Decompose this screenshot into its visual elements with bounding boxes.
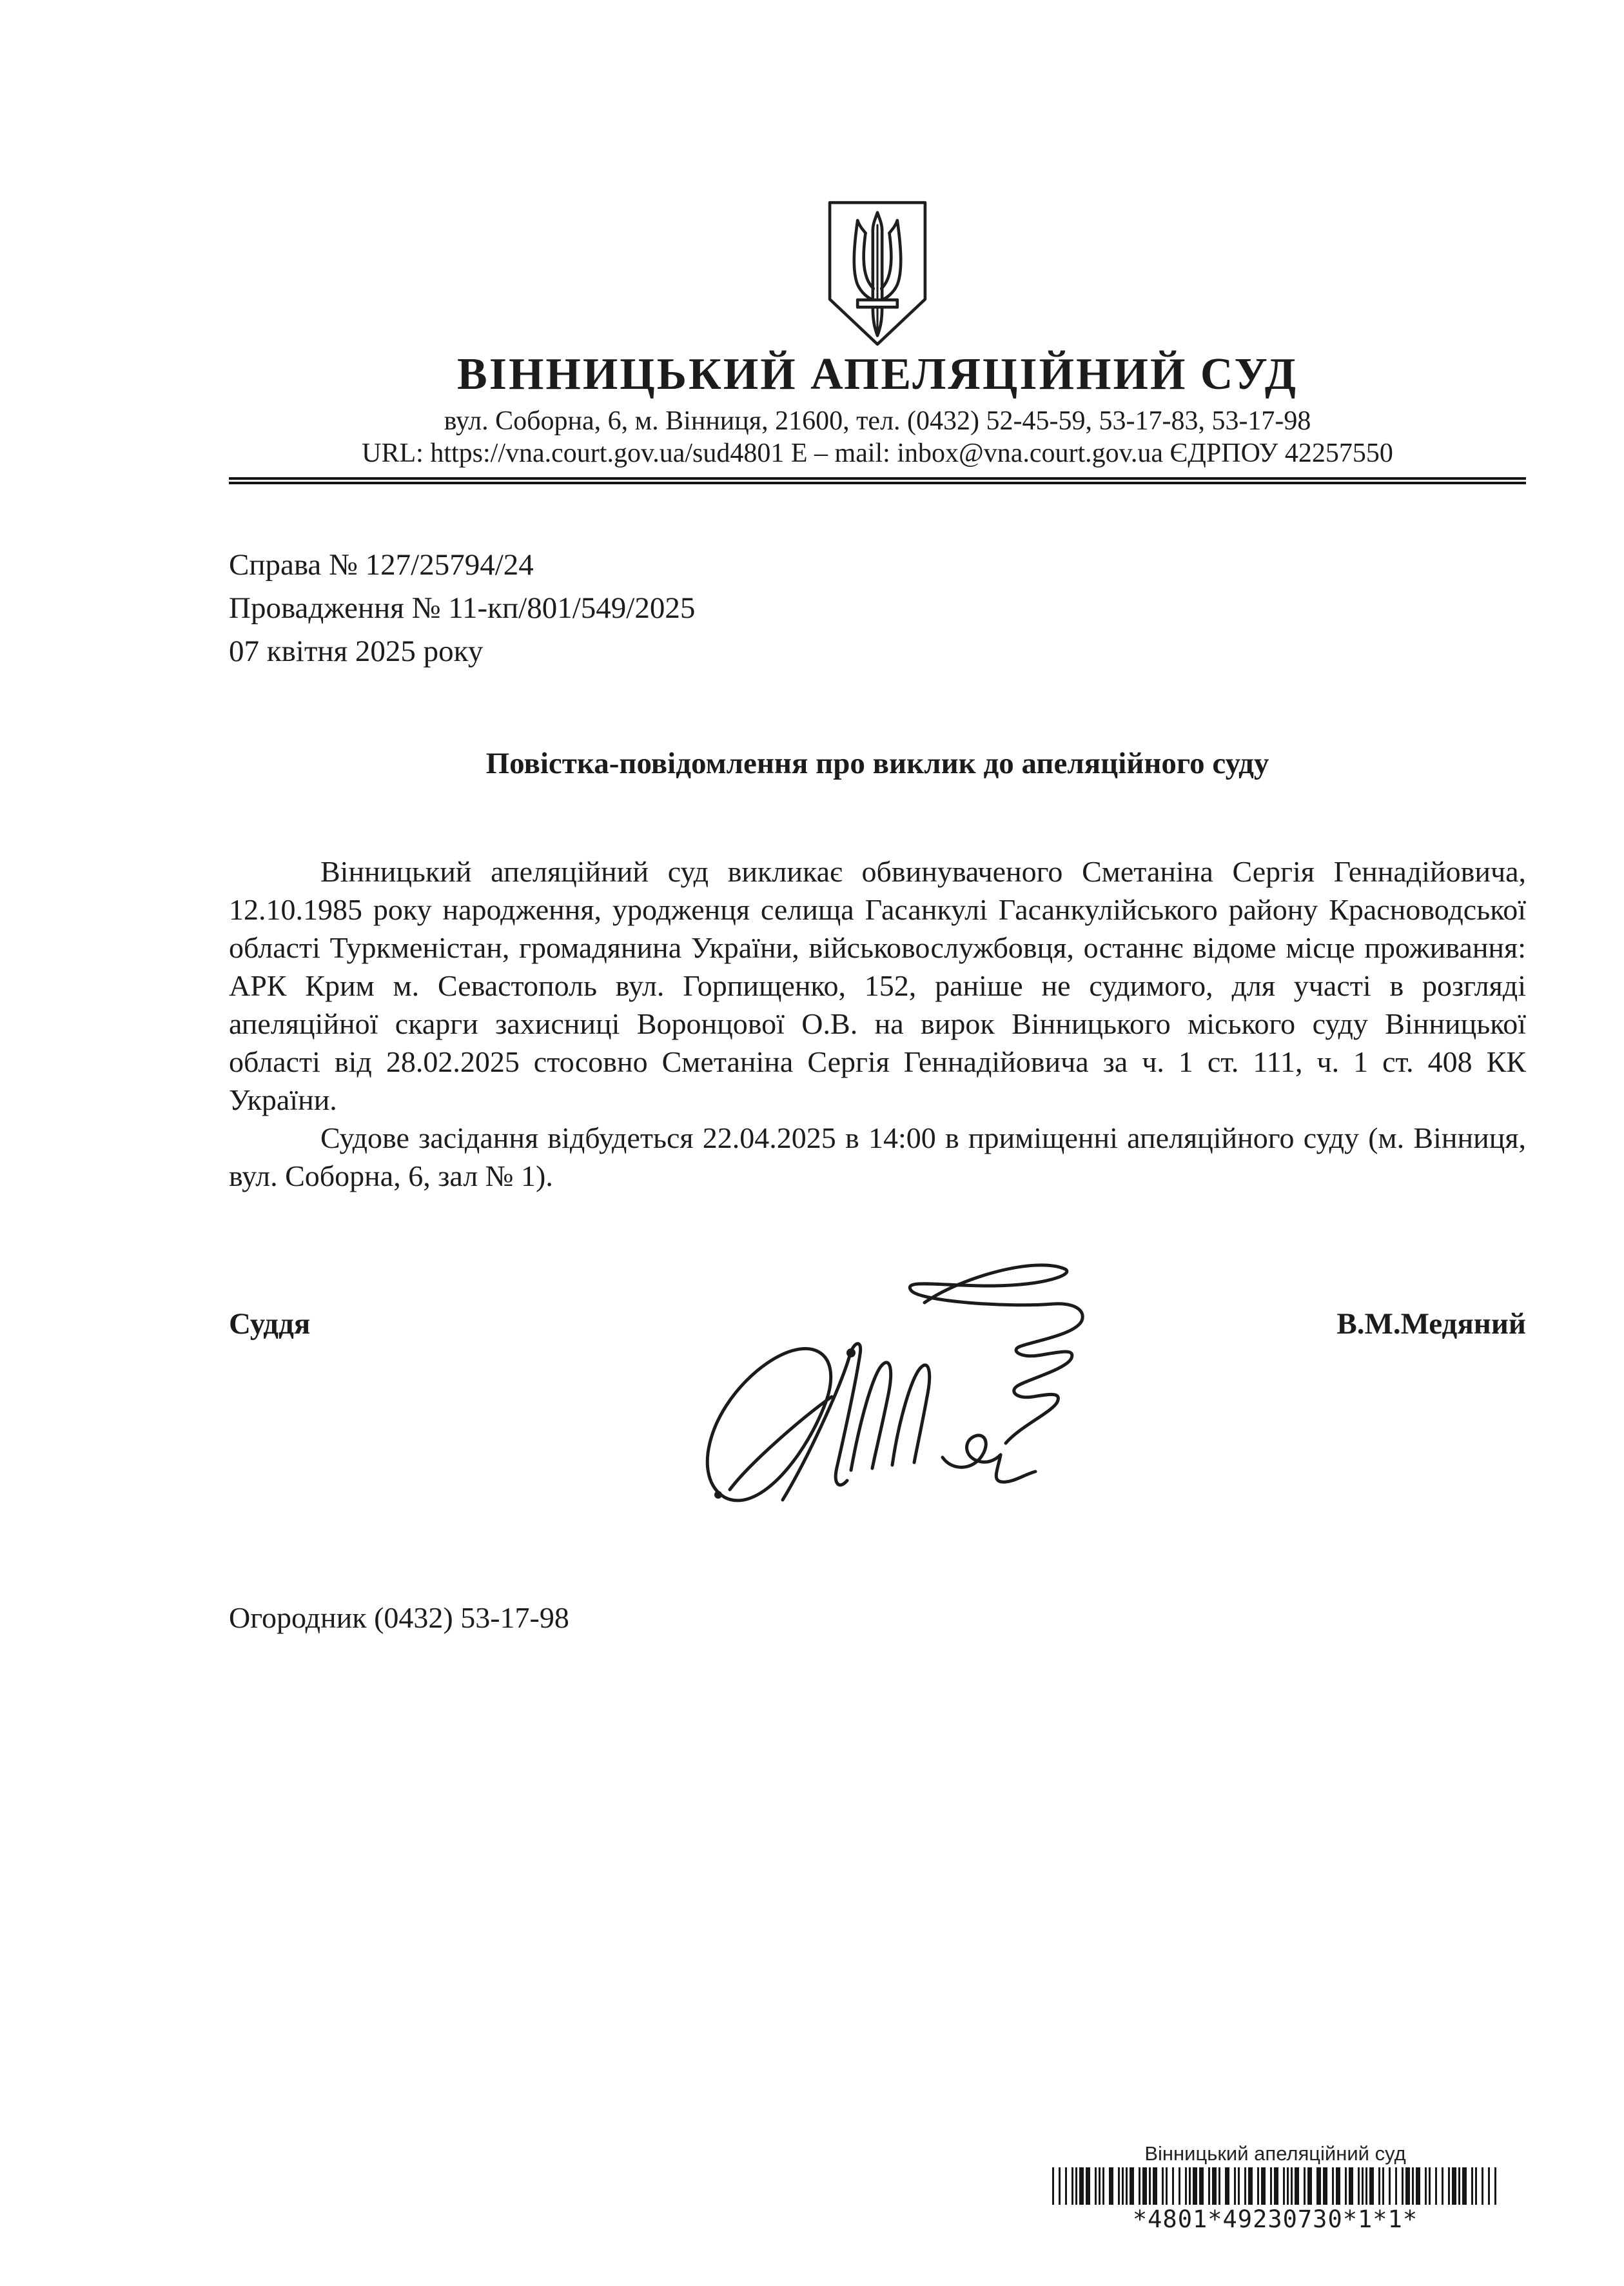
date-line: 07 квітня 2025 року xyxy=(229,635,484,668)
document-header xyxy=(229,199,1526,484)
document-body xyxy=(229,852,1526,1195)
case-number-line: Справа № 127/25794/24 xyxy=(229,548,534,582)
handwritten-signature xyxy=(685,1245,1110,1528)
judge-role-label: Суддя xyxy=(229,1307,311,1341)
barcode-label: Вінницький апеляційний суд xyxy=(1144,2142,1406,2165)
document-title: Повістка-повідомлення про виклик до апеляційного суду xyxy=(485,747,1269,780)
court-contact: URL: https://vna.court.gov.ua/sud4801 E – mail: inbox@vna.court.gov.ua ЄДРПОУ 42257550 xyxy=(362,438,1393,468)
proceeding-line: Провадження № 11-кп/801/549/2025 xyxy=(229,591,696,625)
barcode xyxy=(1017,2167,1533,2205)
judge-name: В.М.Медяний xyxy=(1336,1307,1526,1341)
body-paragraph-1: Вінницький апеляційний суд викликає обвинуваченого Сметаніна Сергія Геннадійовича, 12.10.1985 року народження, уродженця селища Гасанкулі Гасанкулійського району Красноводської області Туркменістан, громадянина України, військовослужбовця, останнє відоме місце проживання: АРК Крим м. Севастополь вул. Горпищенко, 152, раніше не судимого, для участі в розгляді апеляційної скарги захисниці Воронцової О.В. на вирок Вінницького міського суду Вінницької області від 28.02.2025 стосовно Сметаніна Сергія Геннадійовича за ч. 1 ст. 111, ч. 1 ст. 408 КК України. xyxy=(229,855,1526,1116)
emblem-wrap xyxy=(229,199,1526,351)
court-address: вул. Соборна, 6, м. Вінниця, 21600, тел. (0432) 52-45-59, 53-17-83, 53-17-98 xyxy=(444,406,1311,436)
trident-emblem-icon xyxy=(824,199,931,348)
body-paragraph-2: Судове засідання відбудеться 22.04.2025 в 14:00 в приміщенні апеляційного суду (м. Вінниця, вул. Соборна, 6, зал № 1). xyxy=(229,1121,1526,1192)
header-divider xyxy=(229,477,1526,484)
court-name: ВІННИЦЬКИЙ АПЕЛЯЦІЙНИЙ СУД xyxy=(457,350,1298,399)
clerk-contact-line: Огородник (0432) 53-17-98 xyxy=(229,1601,569,1634)
barcode-value: *4801*49230730*1*1* xyxy=(1132,2205,1418,2233)
case-info-block xyxy=(229,544,695,673)
barcode-block xyxy=(1017,2142,1533,2233)
